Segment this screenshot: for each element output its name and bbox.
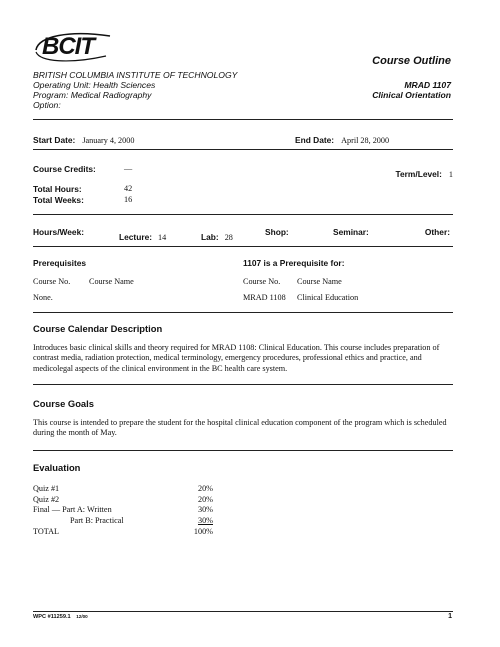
divider bbox=[33, 149, 453, 150]
start-date bbox=[33, 130, 134, 148]
prereq-for-course-name: Clinical Education bbox=[297, 293, 359, 302]
total-weeks-value: 16 bbox=[124, 195, 133, 204]
course-goals-title: Course Goals bbox=[33, 398, 94, 409]
evaluation-row bbox=[33, 484, 213, 494]
option-label: Option: bbox=[33, 100, 61, 110]
evaluation-item-label: TOTAL bbox=[33, 527, 60, 536]
bcit-logo-icon bbox=[30, 28, 116, 66]
start-date-value: January 4, 2000 bbox=[82, 136, 135, 145]
divider bbox=[33, 246, 453, 247]
divider bbox=[33, 312, 453, 313]
evaluation-title: Evaluation bbox=[33, 462, 81, 473]
lab-label: Lab: bbox=[201, 232, 219, 242]
prerequisites-title: Prerequisites bbox=[33, 258, 87, 268]
hours-week-label: Hours/Week: bbox=[33, 227, 85, 237]
svg-text:BCIT: BCIT bbox=[42, 33, 94, 60]
lecture-hours bbox=[119, 227, 166, 245]
evaluation-item-label: Quiz #1 bbox=[33, 484, 60, 493]
calendar-description-text: Introduces basic clinical skills and theory required for MRAD 1108: Clinical Education. This course includes preparation of contrast media, radiation protection, medical terminology, emergency procedures, professional ethics and practice, and medicolegal aspects of the clinical environment in the BC health care system. bbox=[33, 343, 440, 373]
prereq-item: None. bbox=[33, 293, 53, 302]
other-label: Other: bbox=[424, 227, 450, 237]
evaluation-row bbox=[33, 505, 213, 515]
end-date bbox=[295, 130, 389, 148]
evaluation-row bbox=[33, 495, 213, 505]
prereq-col-course-name: Course Name bbox=[89, 277, 134, 286]
operating-unit: Operating Unit: Health Sciences bbox=[33, 80, 156, 90]
evaluation-item-value: 30% bbox=[197, 505, 213, 514]
form-code-date: 12/00 bbox=[76, 614, 88, 619]
evaluation-item-value: 20% bbox=[197, 495, 213, 504]
calendar-description-title: Course Calendar Description bbox=[33, 323, 163, 334]
prereq-for-col-course-name: Course Name bbox=[297, 277, 342, 286]
prereq-for-course-no: MRAD 1108 bbox=[243, 293, 286, 302]
lecture-label: Lecture: bbox=[119, 232, 153, 242]
form-code bbox=[33, 614, 88, 620]
divider bbox=[33, 119, 453, 120]
form-code-number: WPC #11259.1 bbox=[33, 614, 71, 620]
prerequisite-for-title: 1107 is a Prerequisite for: bbox=[243, 258, 345, 268]
evaluation-row bbox=[33, 527, 213, 537]
evaluation-item-label: Part B: Practical bbox=[70, 516, 124, 525]
term-level bbox=[396, 164, 453, 182]
end-date-value: April 28, 2000 bbox=[341, 136, 390, 145]
total-hours-label: Total Hours: bbox=[33, 184, 82, 194]
lab-hours bbox=[201, 227, 233, 245]
course-goals-text: This course is intended to prepare the student for the hospital clinical education component of the program which is scheduled during the month of May. bbox=[33, 418, 447, 438]
document-title: Course Outline bbox=[372, 55, 451, 67]
evaluation-item-label: Quiz #2 bbox=[33, 495, 60, 504]
prereq-for-col-course-no: Course No. bbox=[243, 277, 281, 286]
term-level-label: Term/Level: bbox=[395, 169, 442, 179]
page-number: 1 bbox=[448, 613, 452, 620]
divider bbox=[33, 450, 453, 451]
evaluation-item-value: 30% bbox=[197, 516, 213, 525]
program-name: Program: Medical Radiography bbox=[33, 90, 152, 100]
end-date-label: End Date: bbox=[295, 135, 335, 145]
seminar-label: Seminar: bbox=[333, 227, 369, 237]
course-credits-label: Course Credits: bbox=[33, 164, 96, 174]
prereq-col-course-no: Course No. bbox=[33, 277, 71, 286]
lab-value: 28 bbox=[224, 233, 233, 242]
total-hours-value: 42 bbox=[124, 184, 133, 193]
course-code: MRAD 1107 bbox=[404, 80, 451, 90]
course-title: Clinical Orientation bbox=[372, 90, 451, 100]
course-credits-value: — bbox=[124, 164, 133, 173]
term-level-value: 1 bbox=[448, 170, 453, 179]
institute-name: BRITISH COLUMBIA INSTITUTE OF TECHNOLOGY bbox=[33, 70, 238, 80]
divider bbox=[33, 384, 453, 385]
footer-divider bbox=[33, 611, 453, 612]
start-date-label: Start Date: bbox=[33, 135, 76, 145]
evaluation-row bbox=[33, 516, 213, 526]
shop-label: Shop: bbox=[265, 227, 289, 237]
evaluation-item-value: 100% bbox=[193, 527, 213, 536]
evaluation-item-label: Final — Part A: Written bbox=[33, 505, 112, 514]
divider bbox=[33, 214, 453, 215]
total-weeks-label: Total Weeks: bbox=[33, 195, 84, 205]
lecture-value: 14 bbox=[158, 233, 167, 242]
evaluation-item-value: 20% bbox=[197, 484, 213, 493]
